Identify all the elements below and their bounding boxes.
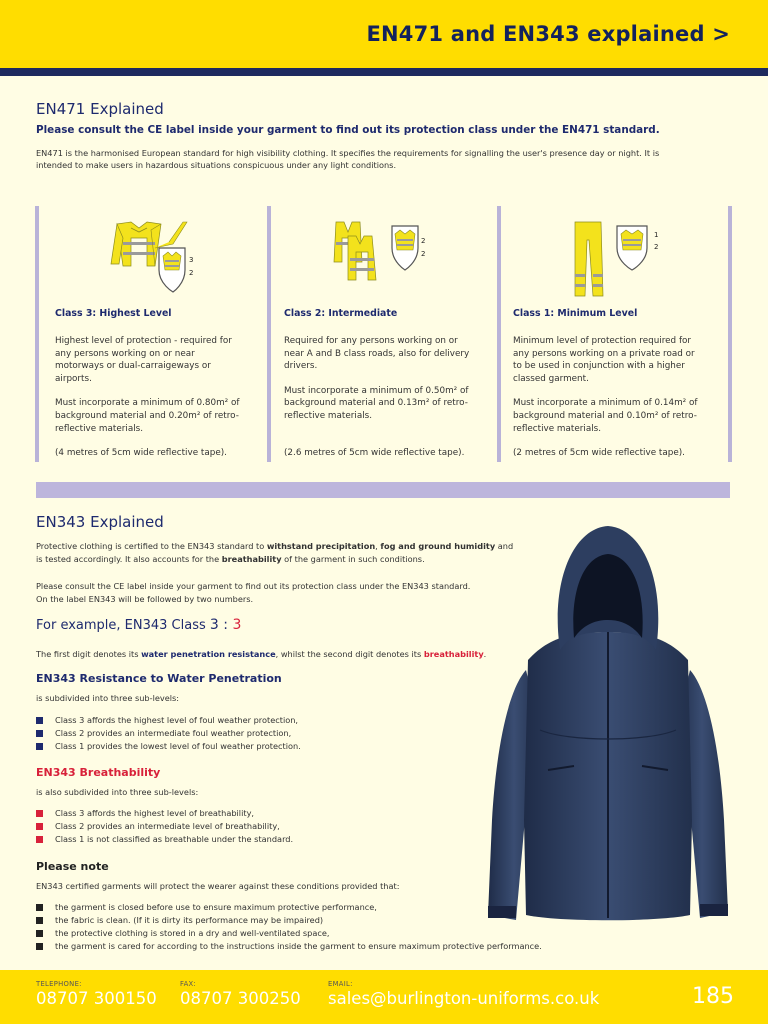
hi-vis-trousers-icon bbox=[513, 218, 713, 302]
fax-label: FAX: bbox=[180, 980, 197, 988]
en471-intro-line: EN471 is the harmonised European standard for high visibility clothing. It specifies the requirements for signalling the user's presence day or night. It is bbox=[36, 148, 660, 158]
text-line: any persons working on a private road or bbox=[513, 348, 695, 359]
text-run: , bbox=[375, 541, 381, 551]
page-number: 185 bbox=[692, 984, 734, 1009]
text-line: On the label EN343 will be followed by two numbers. bbox=[36, 593, 254, 604]
text-line: any persons working on or near bbox=[55, 348, 195, 359]
text-line: Highest level of protection - required for bbox=[55, 336, 232, 346]
breathability-list bbox=[36, 807, 293, 846]
list-item: Class 3 affords the highest level of breathability, bbox=[36, 807, 293, 820]
class-3-column bbox=[55, 218, 255, 468]
emphasis-text: fog and ground humidity bbox=[380, 541, 496, 551]
list-item: Class 2 provides an intermediate foul weather protection, bbox=[36, 727, 301, 740]
class-1-column bbox=[513, 218, 713, 468]
text-line: motorways or dual-carraigeways or bbox=[55, 361, 211, 372]
text-run: Protective clothing is certified to the EN343 standard to bbox=[36, 541, 267, 551]
class-2-column bbox=[284, 218, 484, 468]
class-1-illustration bbox=[513, 218, 713, 302]
en471-intro-line: intended to make users in hazardous situations conspicuous under any light conditions. bbox=[36, 160, 397, 170]
emphasis-text: water penetration resistance bbox=[141, 649, 276, 659]
text-line: Must incorporate a minimum of 0.50m² of bbox=[284, 385, 469, 396]
breathability-heading: EN343 Breathability bbox=[36, 766, 161, 779]
text-line: Required for any persons working on or bbox=[284, 336, 458, 346]
column-divider bbox=[497, 206, 501, 462]
text-run: is tested accordingly. It also accounts for the bbox=[36, 553, 222, 564]
en471-subheading: Please consult the CE label inside your garment to find out its protection class under the EN471 standard. bbox=[36, 124, 660, 136]
text-line: near A and B class roads, also for delivery bbox=[284, 348, 470, 359]
text-line: reflective materials. bbox=[55, 423, 144, 434]
example-first-digit: 3 bbox=[209, 617, 219, 633]
list-item: the garment is cared for according to the instructions inside the garment to ensure maximum protective performance. bbox=[36, 940, 736, 953]
example-text: For example, EN343 Class bbox=[36, 618, 210, 633]
en471-intro bbox=[36, 147, 726, 171]
en343-heading: EN343 Explained bbox=[36, 513, 164, 531]
example-separator: : bbox=[218, 617, 233, 633]
water-penetration-intro: is subdivided into three sub-levels: bbox=[36, 693, 180, 703]
class-1-requirements bbox=[513, 397, 713, 435]
text-line: background material and 0.10m² of retro- bbox=[513, 410, 697, 421]
column-divider bbox=[35, 206, 39, 462]
class-1-title: Class 1: Minimum Level bbox=[513, 308, 638, 319]
header-rule bbox=[0, 68, 768, 76]
text-line: reflective materials. bbox=[513, 423, 602, 434]
svg-text:3: 3 bbox=[189, 256, 194, 264]
text-run: and bbox=[495, 541, 514, 551]
class-2-title: Class 2: Intermediate bbox=[284, 308, 398, 319]
text-line: classed garment. bbox=[513, 373, 589, 384]
telephone-label: TELEPHONE: bbox=[36, 980, 82, 988]
svg-text:2: 2 bbox=[421, 250, 426, 258]
text-line: Minimum level of protection required for bbox=[513, 336, 692, 346]
text-line: drivers. bbox=[284, 361, 318, 372]
svg-text:1: 1 bbox=[654, 231, 659, 239]
text-line: Please consult the CE label inside your garment to find out its protection class under the EN343 standard. bbox=[36, 581, 471, 591]
emphasis-text: breathability bbox=[423, 649, 484, 659]
water-penetration-list bbox=[36, 714, 301, 753]
list-item: Class 3 affords the highest level of foul weather protection, bbox=[36, 714, 301, 727]
hi-vis-vest-icon bbox=[284, 218, 484, 302]
text-run: , whilst the second digit denotes its bbox=[275, 649, 424, 659]
email-link[interactable]: sales@burlington-uniforms.co.uk bbox=[328, 989, 600, 1008]
waterproof-jacket-image bbox=[478, 520, 738, 930]
class-3-description bbox=[55, 335, 255, 385]
emphasis-text: withstand precipitation bbox=[266, 541, 376, 551]
example-second-digit: 3 bbox=[232, 617, 242, 633]
column-divider bbox=[728, 206, 732, 462]
text-line: reflective materials. bbox=[284, 410, 373, 421]
class-1-description bbox=[513, 335, 713, 385]
hi-vis-jacket-icon bbox=[55, 218, 255, 302]
class-2-description bbox=[284, 335, 484, 373]
class-3-title: Class 3: Highest Level bbox=[55, 308, 172, 319]
list-item: the protective clothing is stored in a dry and well-ventilated space, bbox=[36, 927, 736, 940]
class-3-requirements bbox=[55, 397, 255, 435]
section-divider-band bbox=[36, 482, 730, 498]
text-line: Must incorporate a minimum of 0.80m² of bbox=[55, 398, 240, 409]
text-line: to be used in conjunction with a higher bbox=[513, 361, 685, 372]
class-2-tape: (2.6 metres of 5cm wide reflective tape). bbox=[284, 448, 465, 458]
svg-text:2: 2 bbox=[654, 243, 659, 251]
class-2-illustration bbox=[284, 218, 484, 302]
please-note-intro: EN343 certified garments will protect the wearer against these conditions provided that: bbox=[36, 881, 400, 891]
class-3-tape: (4 metres of 5cm wide reflective tape). bbox=[55, 448, 227, 458]
svg-text:2: 2 bbox=[189, 269, 194, 277]
list-item: Class 1 is not classified as breathable under the standard. bbox=[36, 833, 293, 846]
please-note-heading: Please note bbox=[36, 860, 109, 873]
class-3-illustration bbox=[55, 218, 255, 302]
text-line: airports. bbox=[55, 373, 92, 384]
list-item: the garment is closed before use to ensure maximum protective performance, bbox=[36, 901, 736, 914]
class-1-tape: (2 metres of 5cm wide reflective tape). bbox=[513, 448, 685, 458]
breathability-intro: is also subdivided into three sub-levels: bbox=[36, 787, 199, 797]
telephone-number[interactable]: 08707 300150 bbox=[36, 989, 157, 1008]
list-item: the fabric is clean. (If it is dirty its performance may be impaired) bbox=[36, 914, 736, 927]
page-header bbox=[0, 0, 768, 68]
text-run: . bbox=[483, 649, 487, 659]
text-line: background material and 0.13m² of retro- bbox=[284, 398, 468, 409]
column-divider bbox=[267, 206, 271, 462]
list-item: Class 1 provides the lowest level of foul weather protection. bbox=[36, 740, 301, 753]
fax-number: 08707 300250 bbox=[180, 989, 301, 1008]
en343-example bbox=[36, 617, 241, 633]
class-2-requirements bbox=[284, 385, 484, 423]
en471-heading: EN471 Explained bbox=[36, 100, 164, 118]
email-label: EMAIL: bbox=[328, 980, 353, 988]
text-line: background material and 0.20m² of retro- bbox=[55, 410, 239, 421]
text-line: Must incorporate a minimum of 0.14m² of bbox=[513, 398, 698, 409]
text-run: of the garment in such conditions. bbox=[281, 553, 425, 564]
page-title[interactable]: EN471 and EN343 explained > bbox=[366, 22, 730, 46]
list-item: Class 2 provides an intermediate level of breathability, bbox=[36, 820, 293, 833]
emphasis-text: breathability bbox=[221, 553, 282, 564]
page-footer bbox=[0, 970, 768, 1024]
text-run: The first digit denotes its bbox=[36, 649, 142, 659]
water-penetration-heading: EN343 Resistance to Water Penetration bbox=[36, 672, 282, 685]
svg-text:2: 2 bbox=[421, 237, 426, 245]
